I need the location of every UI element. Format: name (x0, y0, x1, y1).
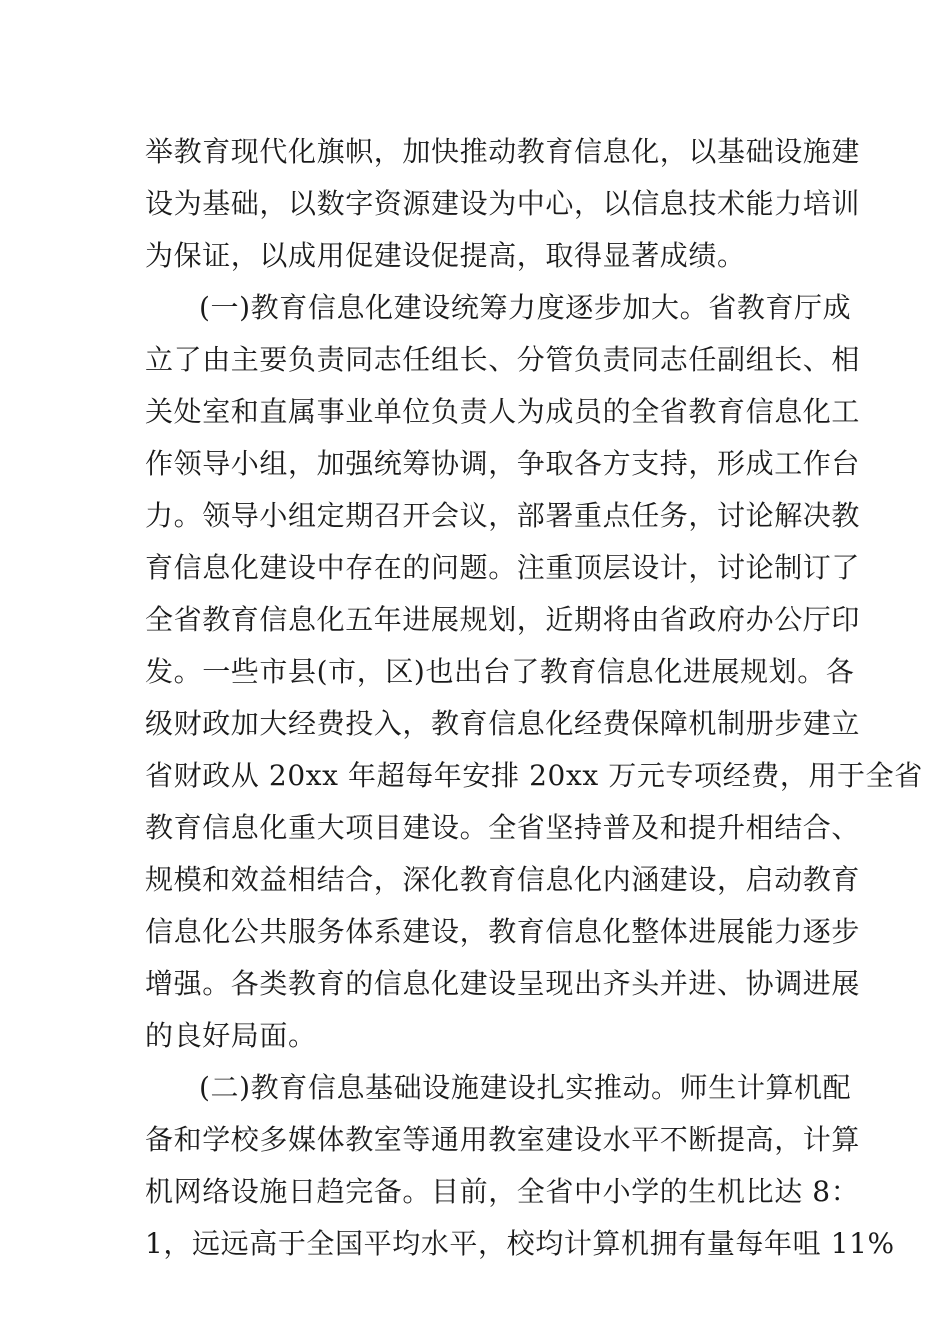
text-line: 级财政加大经费投入，教育信息化经费保障机制册步建立 (145, 707, 861, 740)
paragraph-heading-1: (一)教育信息化建设统筹力度逐步加大。省教育厅成 (199, 291, 852, 324)
text-line: 育信息化建设中存在的问题。注重顶层设计，讨论制订了 (145, 551, 861, 584)
text-line: 举教育现代化旗帜，加快推动教育信息化，以基础设施建 (145, 135, 861, 168)
text-line: 信息化公共服务体系建设，教育信息化整体进展能力逐步 (145, 915, 861, 948)
text-line: 力。领导小组定期召开会议，部署重点任务，讨论解决教 (145, 499, 861, 532)
text-line: 设为基础，以数字资源建设为中心，以信息技术能力培训 (145, 187, 861, 220)
text-line: 立了由主要负责同志任组长、分管负责同志任副组长、相 (145, 343, 861, 376)
text-line: 省财政从 20xx 年超每年安排 20xx 万元专项经费，用于全省 (145, 759, 923, 792)
text-line: 规模和效益相结合，深化教育信息化内涵建设，启动教育 (145, 863, 861, 896)
text-line: 增强。各类教育的信息化建设呈现出齐头并进、协调进展 (145, 967, 861, 1000)
paragraph-heading-2: (二)教育信息基础设施建设扎实推动。师生计算机配 (199, 1071, 852, 1104)
text-line: 为保证，以成用促建设促提高，取得显著成绩。 (145, 239, 746, 272)
text-line: 1，远远高于全国平均水平，校均计算机拥有量每年咀 11% (145, 1227, 895, 1260)
text-line: 发。一些市县(市，区)也出台了教育信息化进展规划。各 (145, 655, 855, 688)
text-line: 教育信息化重大项目建设。全省坚持普及和提升相结合、 (145, 811, 861, 844)
text-line: 作领导小组，加强统筹协调，争取各方支持，形成工作台 (145, 447, 861, 480)
text-line: 机网络设施日趋完备。目前，全省中小学的生机比达 8： (145, 1175, 860, 1208)
text-line: 备和学校多媒体教室等通用教室建设水平不断提高，计算 (145, 1123, 861, 1156)
text-line: 的良好局面。 (145, 1019, 317, 1052)
text-line: 全省教育信息化五年进展规划，近期将由省政府办公厅印 (145, 603, 861, 636)
text-line: 关处室和直属事业单位负责人为成员的全省教育信息化工 (145, 395, 861, 428)
